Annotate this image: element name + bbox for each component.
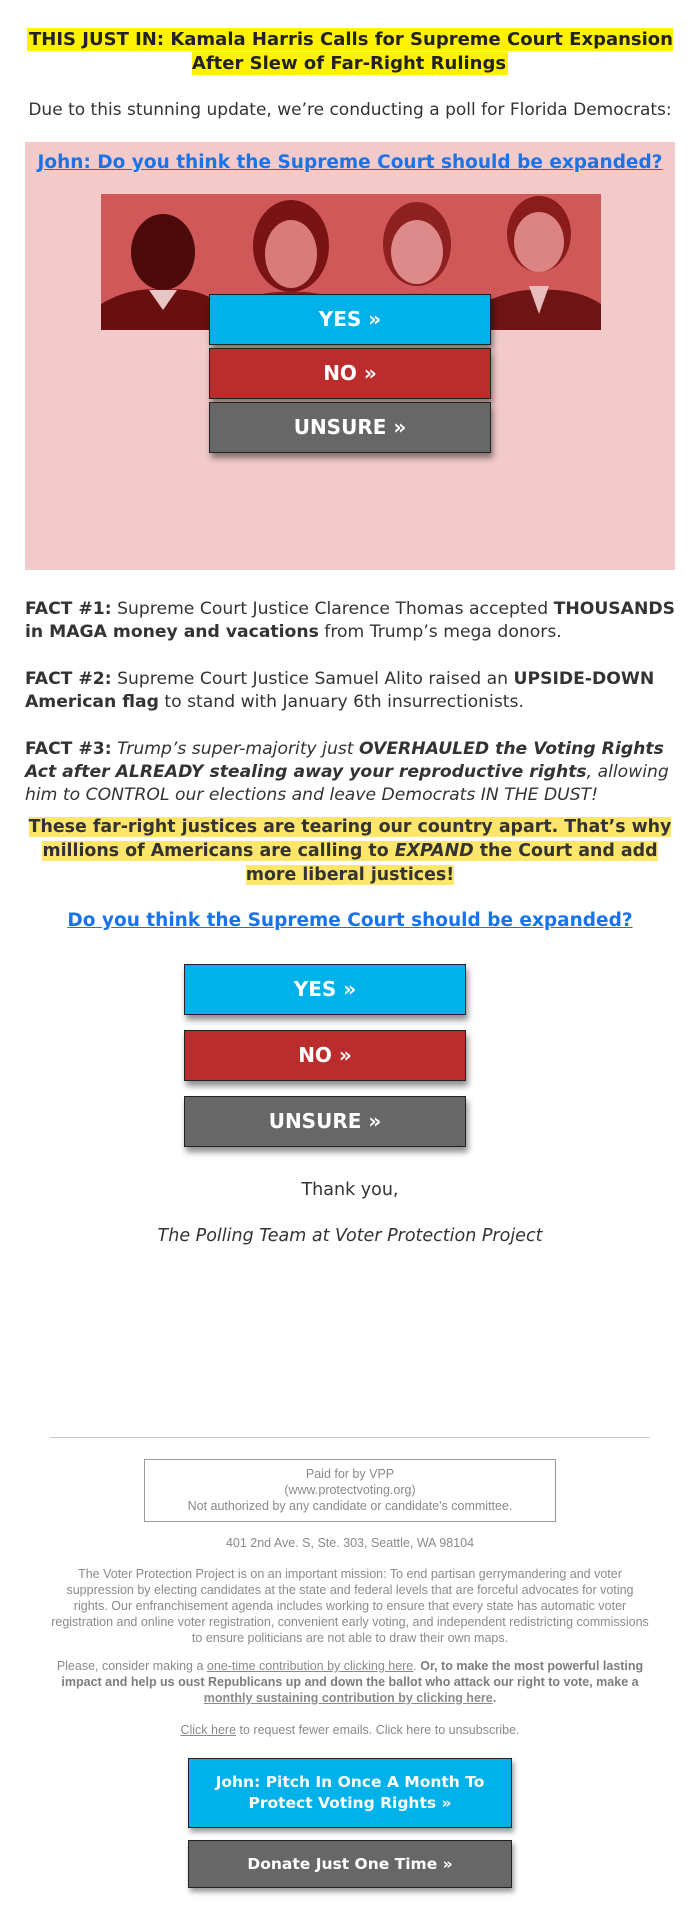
fact-1-text-b: from Trump’s mega donors. — [318, 622, 562, 642]
poll-question-link[interactable]: John: Do you think the Supreme Court should be expanded? — [37, 152, 663, 173]
footer-unsubscribe — [50, 1722, 650, 1738]
fact-2-text-b: to stand with January 6th insurrectionists. — [158, 692, 524, 712]
footer-address: 401 2nd Ave. S, Ste. 303, Seattle, WA 98104 — [225, 1536, 475, 1550]
thank-you: Thank you, — [301, 1180, 399, 1200]
paid-for-box — [144, 1459, 556, 1522]
fact-3-bold: OVERHAULED the Voting Rights Act after ALREADY stealing away your reproductive rights — [25, 739, 664, 782]
fact-1 — [25, 598, 675, 644]
poll-panel — [25, 142, 675, 570]
callout-text-a: These far-right justices are tearing our country apart. That’s why millions of Americans are calling to — [28, 817, 672, 861]
paid-for-site-link[interactable]: www.protectvoting.org — [288, 1483, 412, 1497]
fact-2 — [25, 668, 675, 714]
fact-3 — [25, 738, 675, 807]
fact-2-bold: UPSIDE-DOWN American flag — [25, 669, 655, 712]
poll-yes-button[interactable]: YES » — [209, 294, 491, 345]
paid-for-site-line: (www.protectvoting.org) — [284, 1483, 416, 1497]
poll-yes-button-2[interactable]: YES » — [184, 964, 466, 1015]
signature: The Polling Team at Voter Protection Project — [157, 1226, 543, 1246]
fact-1-text-a: Supreme Court Justice Clarence Thomas accepted — [111, 599, 554, 619]
footer-mission: The Voter Protection Project is on an important mission: To end partisan gerrymandering and voter suppression by electing candidates at the state and federal levels that are forceful advocates for voting rights. Our enfranchisement agenda includes working to ensure that every state has automatic voter registration and online voter registration, convenient early voting, and independent redistricting commissions to ensure politicians are not able to draw their own maps. — [51, 1567, 649, 1645]
not-authorized-line: Not authorized by any candidate or candidate's committee. — [187, 1499, 513, 1513]
callout-emphasis: EXPAND — [394, 841, 474, 861]
headline-text: THIS JUST IN: Kamala Harris Calls for Supreme Court Expansion After Slew of Far-Right Rulings — [29, 29, 673, 74]
poll-no-button[interactable]: NO » — [209, 348, 491, 399]
footer-divider — [50, 1437, 650, 1438]
callout — [25, 815, 675, 887]
fact-3-text-b: , allowing him to CONTROL our elections and leave Democrats IN THE DUST! — [25, 762, 669, 805]
fewer-emails-link[interactable]: Click here — [180, 1723, 237, 1737]
headline — [25, 28, 675, 76]
fact-1-bold: THOUSANDS in MAGA money and vacations — [25, 599, 675, 642]
paid-for-line: Paid for by VPP — [305, 1467, 395, 1481]
poll-unsure-button[interactable]: UNSURE » — [209, 402, 491, 453]
unsubscribe-text[interactable]: to request fewer emails. Click here to unsubscribe. — [236, 1723, 520, 1737]
poll-unsure-button-2[interactable]: UNSURE » — [184, 1096, 466, 1147]
poll-no-button-2[interactable]: NO » — [184, 1030, 466, 1081]
one-time-donate-button[interactable]: Donate Just One Time » — [188, 1840, 512, 1888]
monthly-contribution-link[interactable]: monthly sustaining contribution by clicking here — [203, 1691, 493, 1705]
fact-1-label: FACT #1: — [25, 599, 112, 619]
footer-contribute: Please, consider making a one-time contribution by clicking here. Or, to make the most powerful lasting impact and help us oust Republicans up and down the ballot who attack our right to vote, make a monthly sustaining contribution by clicking here. — [56, 1659, 644, 1705]
fact-3-text-a: Trump’s super-majority just — [111, 739, 360, 759]
callout-text-b: the Court and add more liberal justices! — [245, 841, 658, 885]
fact-2-label: FACT #2: — [25, 669, 112, 689]
monthly-donate-button[interactable]: John: Pitch In Once A Month To Protect Voting Rights » — [188, 1758, 512, 1828]
fact-2-text-a: Supreme Court Justice Samuel Alito raised an — [111, 669, 514, 689]
one-time-contribution-link[interactable]: one-time contribution by clicking here — [206, 1659, 414, 1673]
poll-question-link-2[interactable]: Do you think the Supreme Court should be expanded? — [67, 910, 633, 931]
fact-3-label: FACT #3: — [25, 739, 112, 759]
intro-text: Due to this stunning update, we’re conducting a poll for Florida Democrats: — [28, 100, 672, 120]
